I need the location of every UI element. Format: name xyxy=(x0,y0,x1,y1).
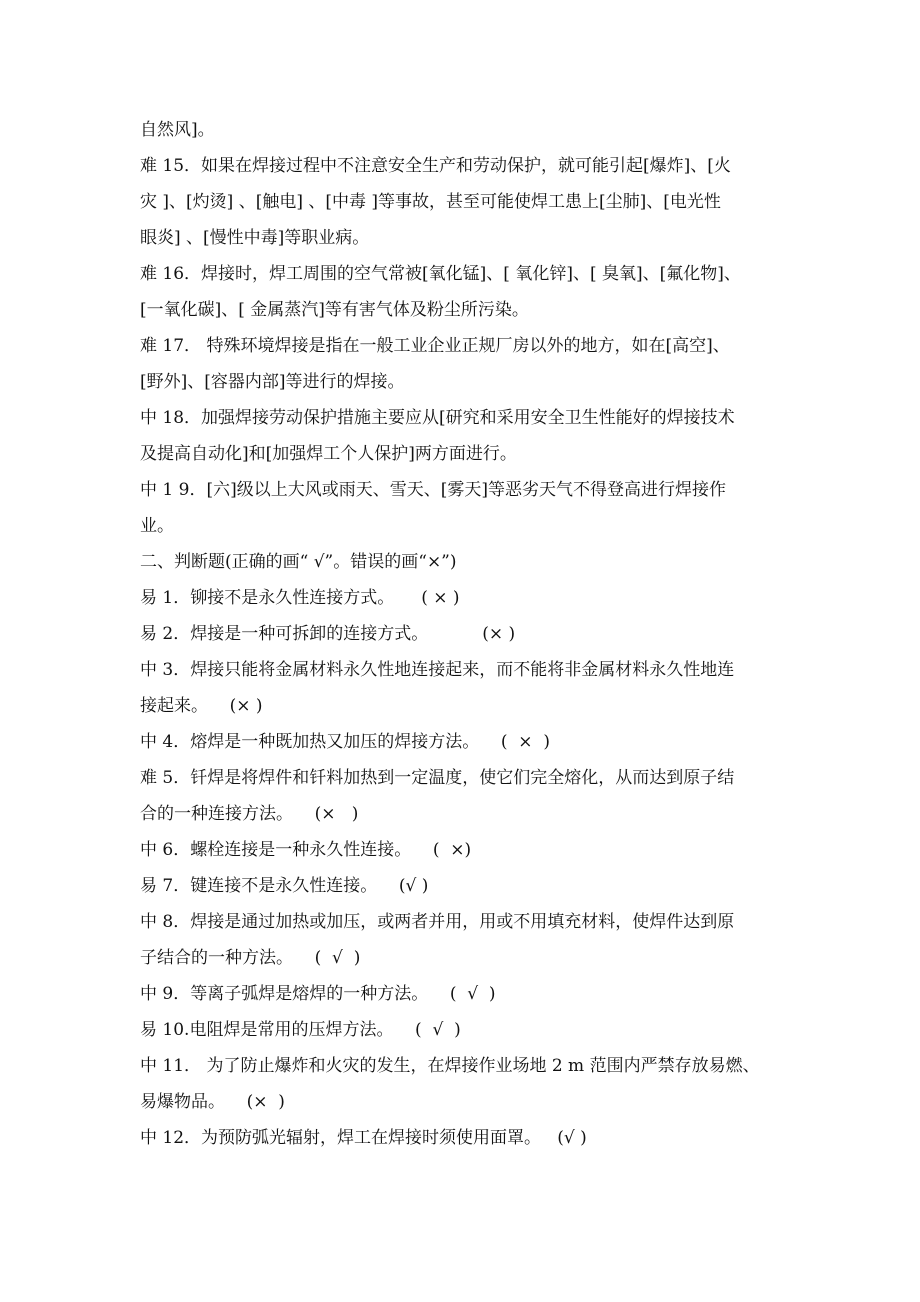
text-line: [一氧化碳]、[ 金属蒸汽]等有害气体及粉尘所污染。 xyxy=(140,300,529,320)
text-line: 易 10.电阻焊是常用的压焊方法。 ( √ ) xyxy=(140,1020,461,1040)
document-page xyxy=(140,112,785,1156)
text-line: 业。 xyxy=(140,516,174,536)
text-line: 眼炎] 、[慢性中毒]等职业病。 xyxy=(140,228,370,248)
text-line: 易 2．焊接是一种可拆卸的连接方式。 (× ) xyxy=(140,624,516,644)
text-line: 易 1．铆接不是永久性连接方式。 ( × ) xyxy=(140,588,460,608)
text-line: 灾 ]、[灼烫] 、[触电] 、[中毒 ]等事故，甚至可能使焊工患上[尘肺]、[电光性 xyxy=(140,192,721,212)
text-line: 及提高自动化]和[加强焊工个人保护]两方面进行。 xyxy=(140,444,517,464)
text-line: 难 15．如果在焊接过程中不注意安全生产和劳动保护，就可能引起[爆炸]、[火 xyxy=(140,156,731,176)
text-line: 中 18．加强焊接劳动保护措施主要应从[研究和采用安全卫生性能好的焊接技术 xyxy=(140,408,735,428)
text-line: [野外]、[容器内部]等进行的焊接。 xyxy=(140,372,405,392)
text-line: 中 8．焊接是通过加热或加压，或两者并用，用或不用填充材料，使焊件达到原 xyxy=(140,912,735,932)
text-line: 合的一种连接方法。 (× ) xyxy=(140,804,359,824)
text-line: 中 3．焊接只能将金属材料永久性地连接起来，而不能将非金属材料永久性地连 xyxy=(140,660,735,680)
text-line: 中 6．螺栓连接是一种永久性连接。 ( ×) xyxy=(140,840,472,860)
text-line: 中 12．为预防弧光辐射，焊工在焊接时须使用面罩。 (√ ) xyxy=(140,1128,587,1148)
text-line: 中 1 9．[六]级以上大风或雨天、雪天、[雾天]等恶劣天气不得登高进行焊接作 xyxy=(140,480,726,500)
text-line: 难 16．焊接时，焊工周围的空气常被[氧化锰]、[ 氧化锌]、[ 臭氧]、[氟化物]、 xyxy=(140,264,741,284)
section-heading: 二、判断题(正确的画“ √”。错误的画“×”) xyxy=(140,552,457,572)
text-line: 难 17． 特殊环境焊接是指在一般工业企业正规厂房以外的地方，如在[高空]、 xyxy=(140,336,730,356)
text-line: 中 9．等离子弧焊是熔焊的一种方法。 ( √ ) xyxy=(140,984,496,1004)
text-line: 接起来。 (× ) xyxy=(140,696,263,716)
text-line: 自然风]。 xyxy=(140,120,215,140)
text-line: 中 11． 为了防止爆炸和火灾的发生，在焊接作业场地 2 m 范围内严禁存放易燃、 xyxy=(140,1056,760,1076)
text-line: 子结合的一种方法。 ( √ ) xyxy=(140,948,361,968)
text-line: 易 7．键连接不是永久性连接。 (√ ) xyxy=(140,876,429,896)
text-line: 易爆物品。 (× ) xyxy=(140,1092,285,1112)
text-line: 中 4．熔焊是一种既加热又加压的焊接方法。 ( × ) xyxy=(140,732,550,752)
text-line: 难 5．钎焊是将焊件和钎料加热到一定温度，使它们完全熔化，从而达到原子结 xyxy=(140,768,735,788)
